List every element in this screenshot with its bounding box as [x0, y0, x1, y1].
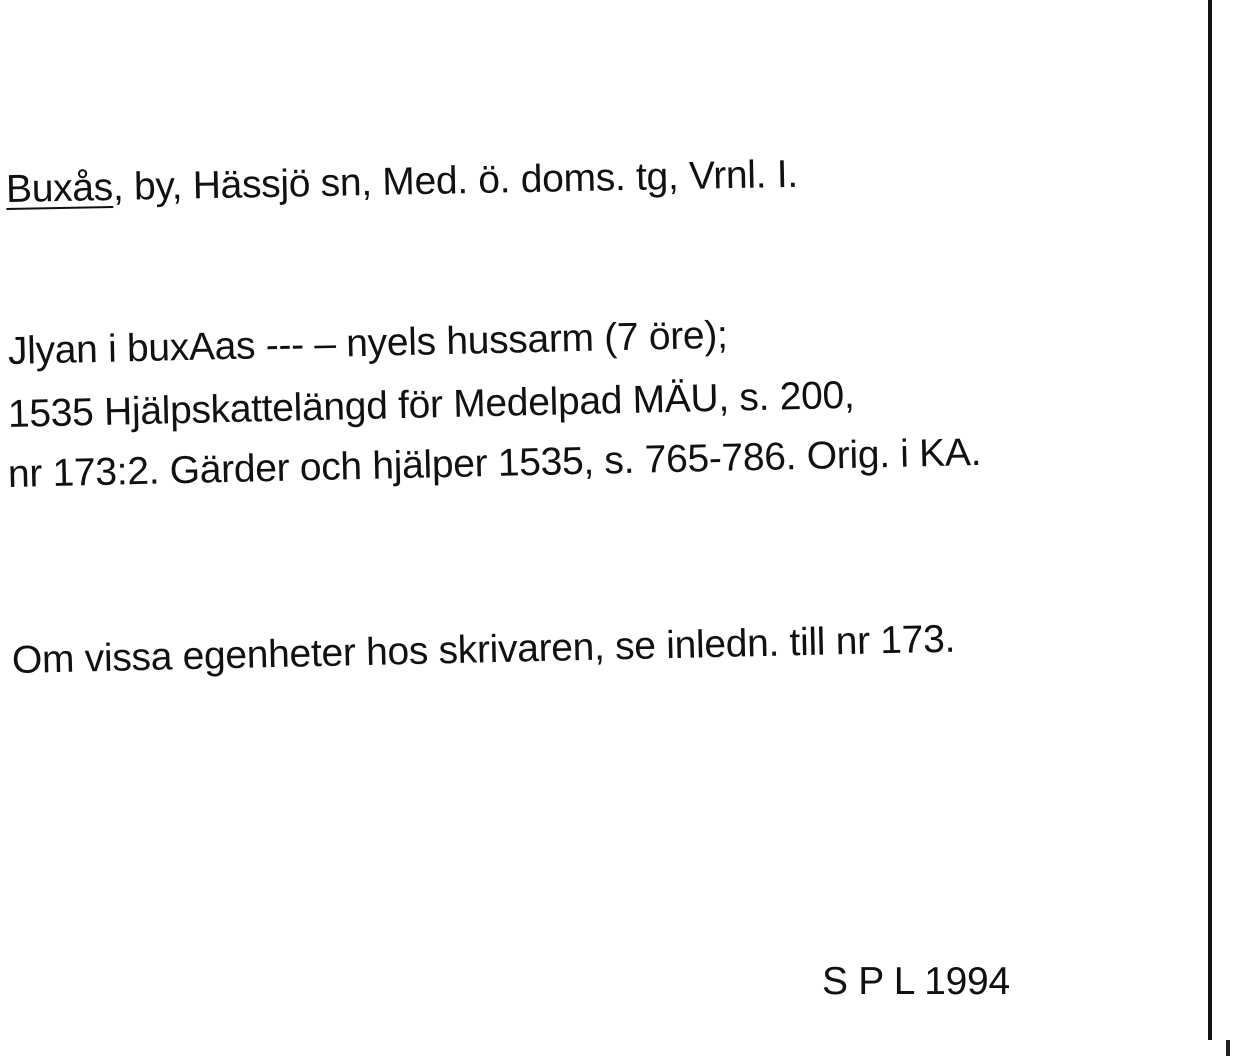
headword: Buxås — [5, 165, 114, 211]
heading-details: , by, Hässjö sn, Med. ö. doms. tg, Vrnl. I. — [112, 152, 799, 209]
card-edge-mark — [1226, 1040, 1230, 1056]
citation-line-2: 1535 Hjälpskattelängd för Medelpad MÄU, s. 200, — [7, 373, 855, 436]
citation-line-3: nr 173:2. Gärder och hjälper 1535, s. 765-786. Orig. i KA. — [7, 430, 982, 496]
signature: S P L 1994 — [822, 960, 1010, 1003]
citation-line-1: Jlyan i buxAas --- – nyels hussarm (7 öre); — [7, 313, 728, 373]
heading-line — [5, 152, 799, 211]
note-line: Om vissa egenheter hos skrivaren, se inledn. till nr 173. — [11, 617, 956, 682]
card-edge-line — [1208, 0, 1212, 1040]
